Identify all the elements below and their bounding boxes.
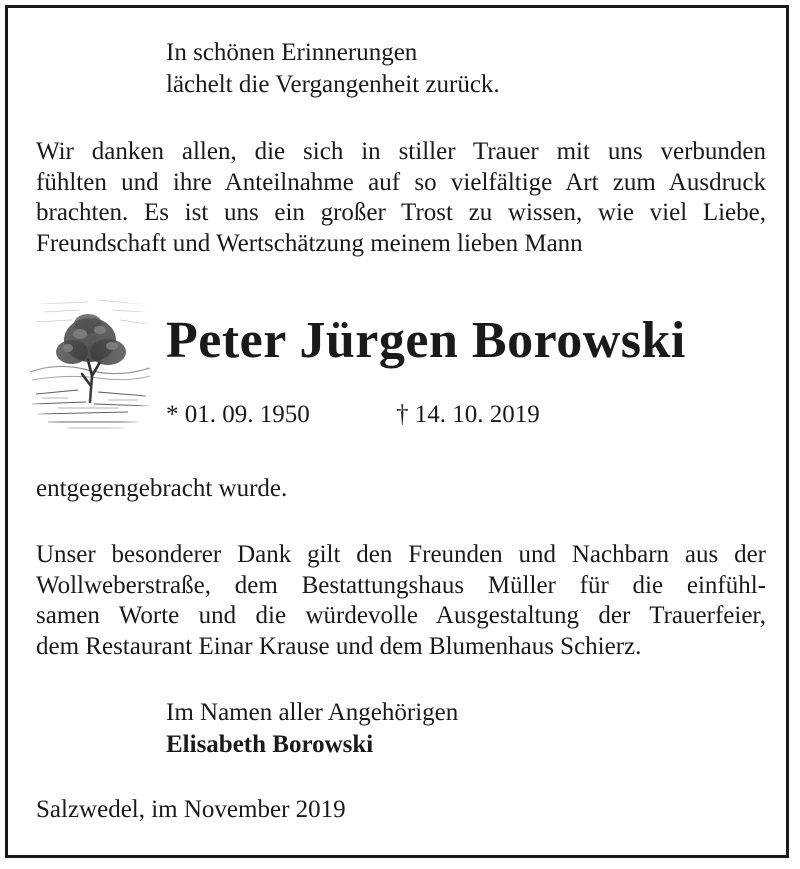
- thanks-line-4: Freundschaft und Wertschätzung meinem lieben Mann: [36, 229, 583, 257]
- tree-landscape-icon: [28, 290, 152, 434]
- signature-intro: Im Namen aller Angehörigen: [166, 699, 459, 726]
- signature-name: Elisabeth Borowski: [166, 731, 374, 758]
- verse-line-2: lächelt die Vergangenheit zurück.: [166, 71, 500, 98]
- thanks-line-3: brachten. Es ist uns ein großer Trost zu wissen, wie viel Liebe,: [36, 199, 766, 226]
- place-date: Salzwedel, im November 2019: [36, 796, 346, 823]
- thanks-paragraph: [36, 137, 766, 259]
- death-date: † 14. 10. 2019: [396, 401, 540, 428]
- special-thanks-line-1: Unser besonderer Dank gilt den Freunden und Nachbarn aus der: [36, 541, 766, 568]
- special-thanks-line-2: Wollweberstraße, dem Bestattungshaus Müller für die einfühl-: [36, 571, 766, 599]
- deceased-name: Peter Jürgen Borowski: [166, 312, 686, 369]
- birth-date: * 01. 09. 1950: [166, 401, 310, 428]
- thanks-line-1: Wir danken allen, die sich in stiller Trauer mit uns verbunden: [36, 138, 766, 165]
- verse-line-1: In schönen Erinnerungen: [166, 39, 418, 66]
- special-thanks-paragraph: [36, 540, 766, 662]
- special-thanks-line-3: samen Worte und die würdevolle Ausgestaltung der Trauerfeier,: [36, 602, 766, 629]
- thanks-line-2: fühlten und ihre Anteilnahme auf so vielfältige Art zum Ausdruck: [36, 168, 766, 196]
- special-thanks-line-4: dem Restaurant Einar Krause und dem Blumenhaus Schierz.: [36, 632, 642, 660]
- closing-fragment: entgegengebracht wurde.: [36, 475, 288, 502]
